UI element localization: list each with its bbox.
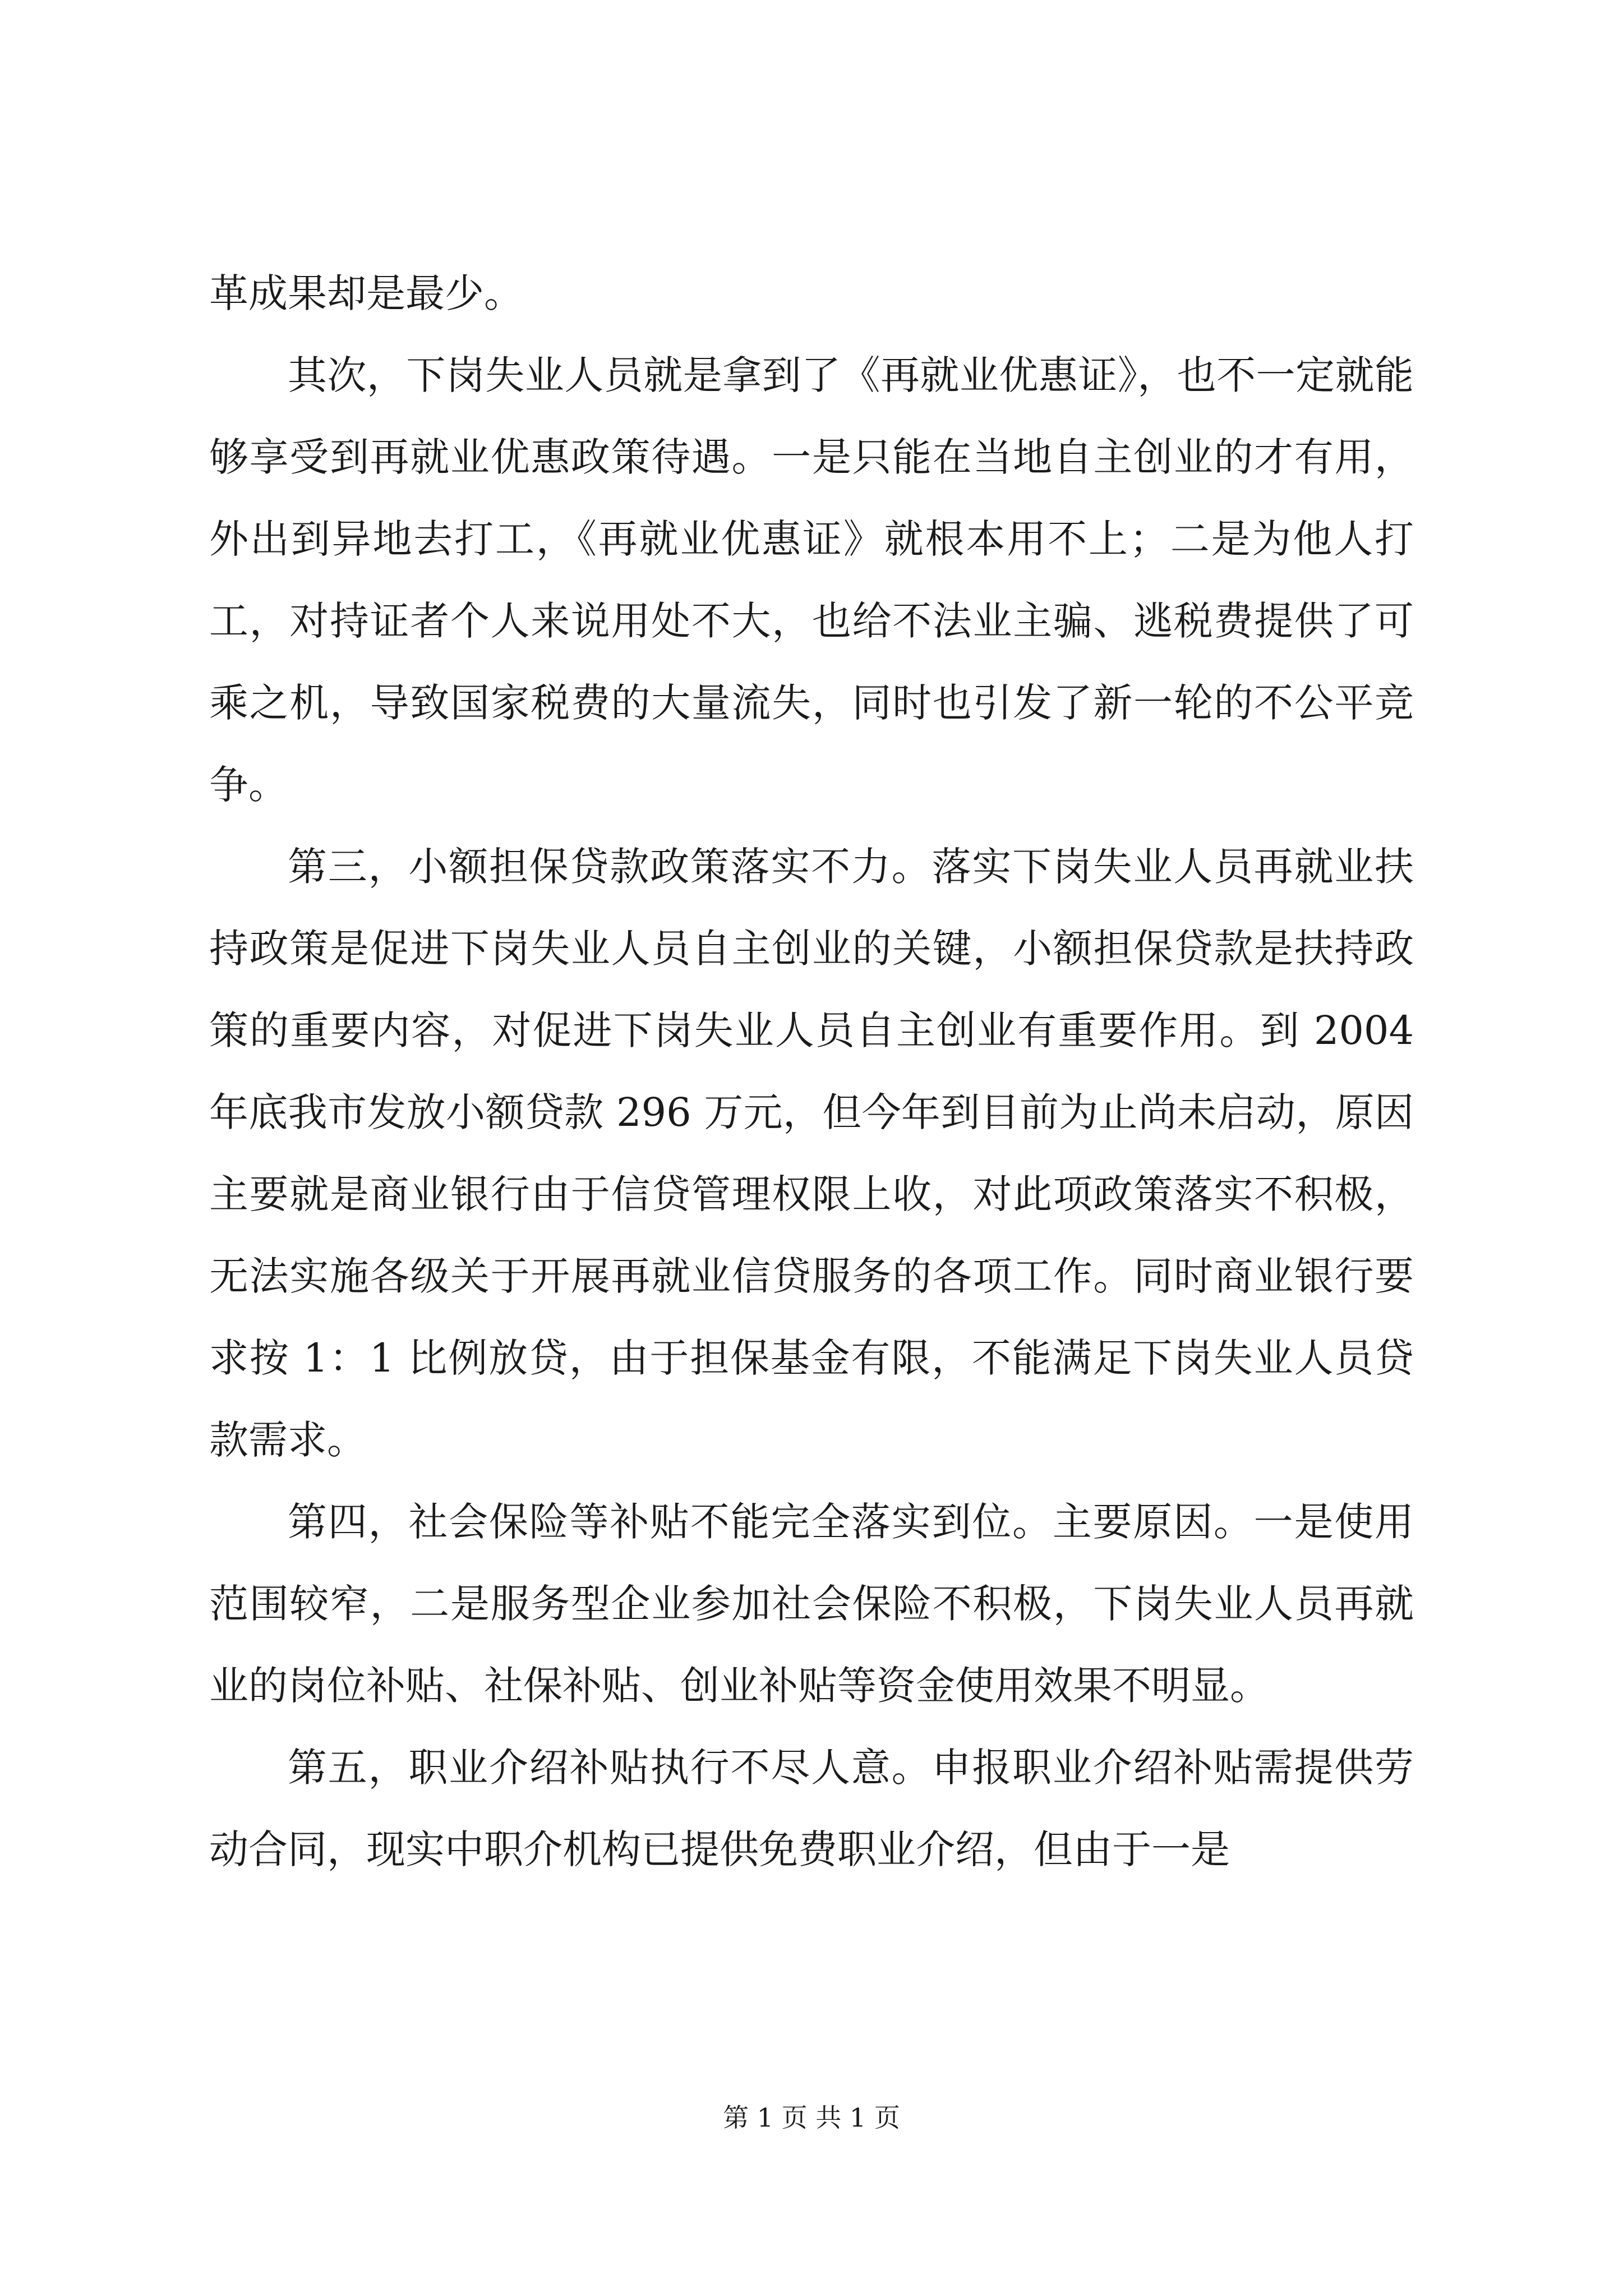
paragraph-second-point: 其次，下岗失业人员就是拿到了《再就业优惠证》，也不一定就能够享受到再就业优惠政策待遇。一是只能在当地自主创业的才有用，外出到异地去打工，《再就业优惠证》就根本用不上；二是为他人打工，对持证者个人来说用处不大，也给不法业主骗、逃税费提供了可乘之机，导致国家税费的大量流失，同时也引发了新一轮的不公平竞争。 [209, 352, 1414, 808]
paragraph-fifth-point: 第五，职业介绍补贴执行不尽人意。申报职业介绍补贴需提供劳动合同，现实中职介机构已提供免费职业介绍，但由于一是 [209, 1745, 1414, 1872]
document-body [209, 252, 1414, 1890]
page-footer: 第 1 页 共 1 页 [723, 2102, 900, 2133]
paragraph-third-point: 第三，小额担保贷款政策落实不力。落实下岗失业人员再就业扶持政策是促进下岗失业人员自主创业的关键，小额担保贷款是扶持政策的重要内容，对促进下岗失业人员自主创业有重要作用。到 2004 年底我市发放小额贷款 296 万元，但今年到目前为止尚未启动，原因主要就是商业银行由于信贷管理权限上收，对此项政策落实不积极，无法实施各级关于开展再就业信贷服务的各项工作。同时商业银行要求按 1：1 比例放贷，由于担保基金有限，不能满足下岗失业人员贷款需求。 [209, 844, 1414, 1463]
paragraph-fourth-point: 第四，社会保险等补贴不能完全落实到位。主要原因。一是使用范围较窄，二是服务型企业参加社会保险不积极，下岗失业人员再就业的岗位补贴、社保补贴、创业补贴等资金使用效果不明显。 [209, 1499, 1414, 1709]
paragraph-continuation: 革成果却是最少。 [209, 270, 523, 316]
